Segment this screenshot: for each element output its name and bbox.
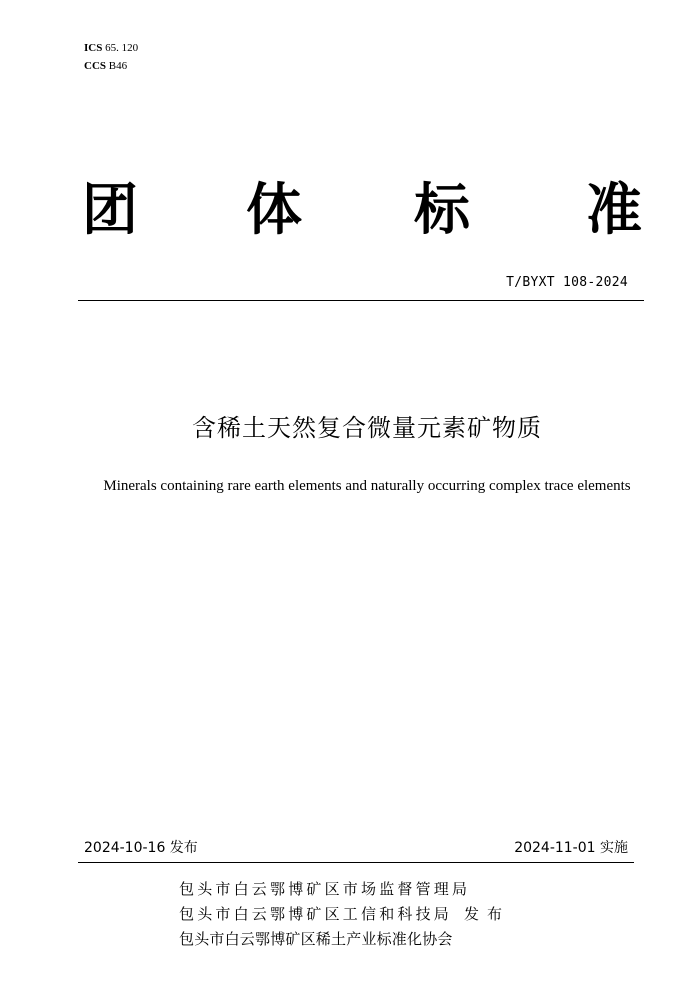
standard-type-char-1: 团	[82, 178, 138, 243]
ics-code	[84, 39, 138, 57]
issuer-2-row	[179, 902, 510, 927]
ics-value: 65. 120	[105, 42, 139, 54]
classification-codes	[84, 39, 138, 75]
header-divider	[78, 300, 644, 301]
implement-date: 2024-11-01 实施	[514, 840, 628, 856]
ccs-code	[84, 57, 138, 75]
standard-number: T/BYXT 108-2024	[506, 275, 628, 290]
publish-label: 发布	[464, 905, 511, 923]
standard-type-char-3: 标	[414, 178, 470, 243]
chinese-title: 含稀土天然复合微量元素矿物质	[192, 414, 542, 442]
ccs-label: CCS	[84, 60, 107, 72]
issuing-authorities	[179, 877, 510, 952]
ics-label: ICS	[84, 42, 103, 54]
ccs-value: B46	[108, 60, 128, 72]
issuer-3: 包头市白云鄂博矿区稀土产业标准化协会	[179, 930, 453, 948]
standard-type-char-4: 准	[586, 178, 642, 243]
release-date: 2024-10-16 发布	[84, 840, 198, 856]
issuer-1: 包头市白云鄂博矿区市场监督管理局	[179, 880, 471, 898]
issuer-2: 包头市白云鄂博矿区工信和科技局	[179, 905, 453, 923]
standard-type-char-2: 体	[246, 178, 302, 243]
footer-divider	[78, 862, 634, 863]
standard-type-heading	[78, 176, 644, 246]
english-title: Minerals containing rare earth elements and naturally occurring complex trace elements	[103, 478, 631, 494]
